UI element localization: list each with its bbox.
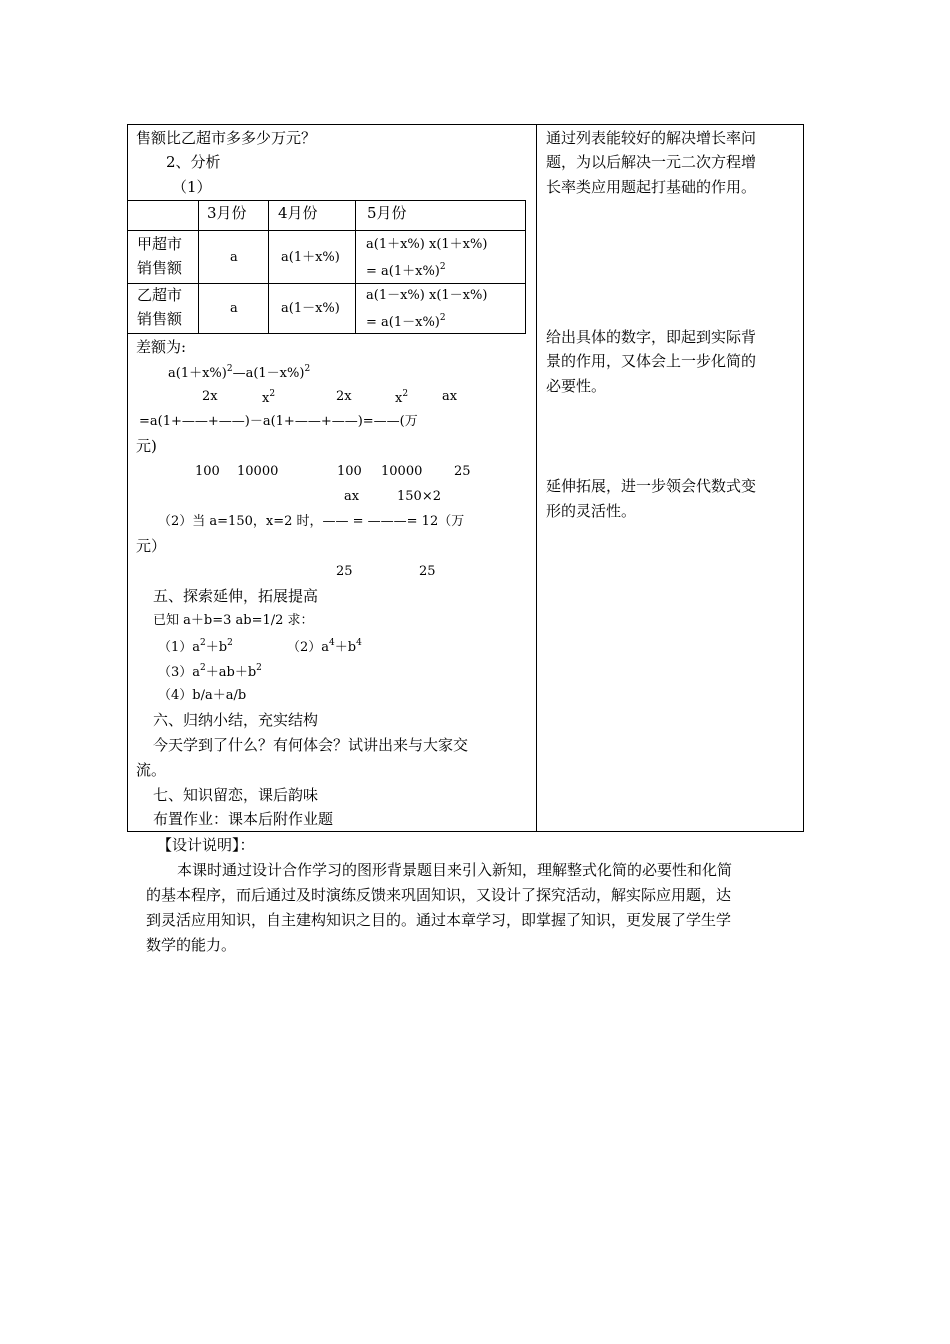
diff-expression xyxy=(168,365,310,380)
row-jia-may-2 xyxy=(366,263,446,278)
row-yi-label-1: 乙超市 xyxy=(137,286,183,304)
left-line-part1: （1） xyxy=(172,178,212,196)
row-yi-april: a(1－x%) xyxy=(281,301,340,316)
question-2-b: ＋b xyxy=(334,640,357,655)
section-7-title: 七、知识留恋，课后韵味 xyxy=(153,786,319,804)
denominator-25-c: 25 xyxy=(419,564,436,579)
section-5-title: 五、探索延伸，拓展提高 xyxy=(153,587,319,605)
row-yi-may-2-text: = a(1－x%) xyxy=(366,315,440,330)
question-4: （4）b/a＋a/b xyxy=(158,688,247,703)
header-march: 3月份 xyxy=(207,204,247,222)
row-yi-may-2 xyxy=(366,314,446,329)
note-3-line-1: 延伸拓展，进一步领会代数式变 xyxy=(546,477,757,495)
inner-v2 xyxy=(268,200,269,334)
diff-expr-sup-a: 2 xyxy=(226,364,233,374)
note-2-line-3: 必要性。 xyxy=(546,377,607,395)
inner-h2 xyxy=(127,283,525,284)
question-2-a: （2）a xyxy=(287,640,330,655)
numerator-x2-a xyxy=(262,390,275,405)
row-yi-may-2-sup: 2 xyxy=(439,313,446,323)
note-2-line-1: 给出具体的数字，即起到实际背 xyxy=(546,328,757,346)
row-jia-may-1: a(1＋x%) x(1＋x%) xyxy=(366,237,488,252)
section-5-given: 已知 a＋b=3 ab=1/2 求： xyxy=(153,613,314,628)
question-3-b: ＋ab＋b xyxy=(205,665,257,680)
numerator-x2-b-text: x xyxy=(395,391,403,406)
numerator-x2-b xyxy=(395,390,408,405)
part2-expression: （2）当 a=150，x=2 时，—— = ———= 12（万 xyxy=(158,514,465,529)
diff-expr-a: a(1＋x%) xyxy=(168,366,227,381)
note-3-line-2: 形的灵活性。 xyxy=(546,502,637,520)
table-top-border xyxy=(127,124,804,125)
inner-h3 xyxy=(127,333,525,334)
numerator-x2-a-text: x xyxy=(262,391,270,406)
design-line-2: 的基本程序，而后通过及时演练反馈来巩固知识，又设计了探究活动，解实际应用题，达 xyxy=(146,886,732,904)
note-1-line-1: 通过列表能较好的解决增长率问 xyxy=(546,129,757,147)
diff-label: 差额为: xyxy=(136,338,187,356)
numerator-x2-b-sup: 2 xyxy=(402,389,409,399)
inner-h0 xyxy=(127,200,525,201)
header-may: 5月份 xyxy=(367,204,407,222)
section-7-body: 布置作业：课本后附作业题 xyxy=(153,810,334,828)
table-right-border xyxy=(803,124,804,832)
row-yi-march: a xyxy=(230,301,238,316)
design-title: 【设计说明】： xyxy=(157,836,255,854)
question-2-sup-a: 4 xyxy=(329,638,335,648)
row-jia-label-2: 销售额 xyxy=(137,259,183,277)
inner-v1 xyxy=(198,200,199,334)
table-bottom-border xyxy=(127,831,804,832)
question-1-b: ＋b xyxy=(205,640,228,655)
note-2-line-2: 景的作用，又体会上一步化简的 xyxy=(546,352,757,370)
question-3-sup-b: 2 xyxy=(256,663,262,673)
question-2 xyxy=(287,639,362,654)
simplify-expression-cont: 元) xyxy=(136,437,157,455)
inner-h1 xyxy=(127,230,525,231)
diff-expr-b: —a(1－x%) xyxy=(232,366,305,381)
numerator-x2-a-sup: 2 xyxy=(269,389,276,399)
row-jia-label-1: 甲超市 xyxy=(137,235,183,253)
design-line-1: 本课时通过设计合作学习的图形背景题目来引入新知，理解整式化简的必要性和化简 xyxy=(177,861,733,879)
question-1-sup-b: 2 xyxy=(227,638,233,648)
header-april: 4月份 xyxy=(278,204,318,222)
denominator-100-a: 100 xyxy=(195,464,220,479)
section-6-body-1: 今天学到了什么？有何体会？试讲出来与大家交 xyxy=(153,736,469,754)
row-jia-may-2-sup: 2 xyxy=(439,262,446,272)
left-line-analysis: 2、分析 xyxy=(166,153,221,171)
row-yi-label-2: 销售额 xyxy=(137,310,183,328)
row-jia-april: a(1＋x%) xyxy=(281,250,340,265)
numerator-150x2: 150×2 xyxy=(397,489,441,504)
denominator-25: 25 xyxy=(454,464,471,479)
question-3-sup-a: 2 xyxy=(200,663,206,673)
row-jia-march: a xyxy=(230,250,238,265)
denominator-10000-a: 10000 xyxy=(237,464,279,479)
inner-v4 xyxy=(525,200,526,334)
denominator-10000-b: 10000 xyxy=(381,464,423,479)
denominator-25-b: 25 xyxy=(336,564,353,579)
question-3 xyxy=(158,664,262,679)
note-1-line-2: 题，为以后解决一元二次方程增 xyxy=(546,153,757,171)
section-6-body-2: 流。 xyxy=(136,761,167,779)
question-3-a: （3）a xyxy=(158,665,201,680)
question-1 xyxy=(158,639,233,654)
question-1-sup-a: 2 xyxy=(200,638,206,648)
numerator-ax: ax xyxy=(442,389,458,404)
diff-expr-sup-b: 2 xyxy=(304,364,311,374)
table-mid-border xyxy=(536,124,537,832)
denominator-100-b: 100 xyxy=(337,464,362,479)
simplify-expression: =a(1+——+——)－a(1+——+——)=——(万 xyxy=(139,414,418,429)
note-1-line-3: 长率类应用题起打基础的作用。 xyxy=(546,178,757,196)
numerator-2x-a: 2x xyxy=(202,389,218,404)
part2-expression-cont: 元） xyxy=(136,537,167,555)
question-2-sup-b: 4 xyxy=(356,638,362,648)
inner-v3 xyxy=(355,200,356,334)
row-jia-may-2-text: = a(1＋x%) xyxy=(366,264,440,279)
question-1-a: （1）a xyxy=(158,640,201,655)
numerator-2x-b: 2x xyxy=(336,389,352,404)
design-line-3: 到灵活应用知识，自主建构知识之目的。通过本章学习，即掌握了知识，更发展了学生学 xyxy=(146,911,732,929)
design-line-4: 数学的能力。 xyxy=(146,936,237,954)
section-6-title: 六、归纳小结，充实结构 xyxy=(153,711,319,729)
row-yi-may-1: a(1－x%) x(1－x%) xyxy=(366,288,488,303)
left-line-1: 售额比乙超市多多少万元？ xyxy=(136,129,317,147)
numerator-ax-2: ax xyxy=(344,489,360,504)
